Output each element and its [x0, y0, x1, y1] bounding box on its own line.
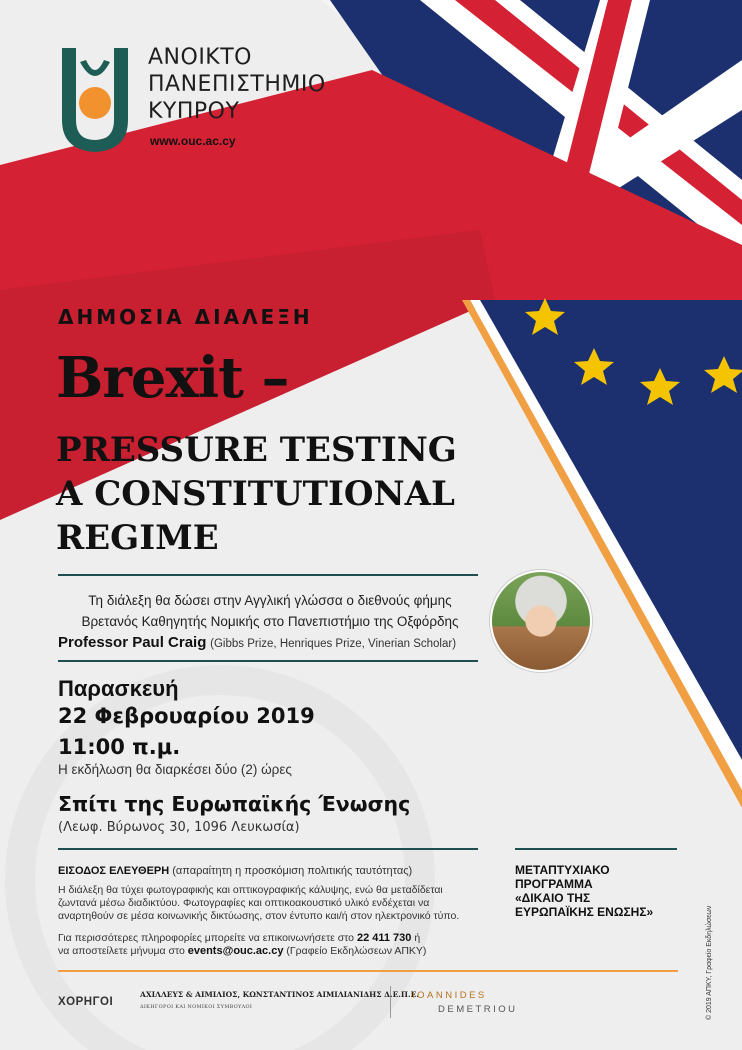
speaker-name: Professor Paul Craig — [58, 634, 207, 651]
contact-text: να αποστείλετε μήνυμα στο — [58, 945, 185, 957]
event-duration: Η εκδήλωση θα διαρκέσει δύο (2) ώρες — [58, 762, 292, 777]
event-title: Brexit – — [56, 345, 289, 411]
entry-info — [58, 865, 412, 877]
program-name-line: ΕΥΡΩΠΑΪΚΗΣ ΕΝΩΣΗΣ» — [515, 905, 654, 919]
contact-email[interactable]: events@ouc.ac.cy — [187, 945, 284, 957]
speaker-affiliations: (Gibbs Prize, Henriques Prize, Vinerian Scholar) — [210, 638, 457, 650]
event-time: 11:00 π.μ. — [58, 735, 181, 759]
entry-label: ΕΙΣΟΔΟΣ ΕΛΕΥΘΕΡΗ — [58, 865, 170, 877]
event-address: (Λεωφ. Βύρωνος 30, 1096 Λευκωσία) — [58, 820, 300, 835]
university-name-line: ΚΥΠΡΟΥ — [148, 99, 240, 124]
event-date: 22 Φεβρουαρίου 2019 — [58, 704, 315, 728]
event-subtitle-line: REGIME — [56, 518, 219, 558]
sponsor-ioannides-line2: DEMETRIOU — [438, 1004, 518, 1015]
contact-info — [58, 932, 463, 958]
event-day: Παρασκευή — [58, 676, 179, 701]
university-name-line: ΠΑΝΕΠΙΣΤΗΜΙΟ — [148, 72, 326, 97]
speaker-intro — [60, 590, 480, 632]
event-subtitle-line: PRESSURE TESTING — [56, 430, 457, 470]
contact-text: ή — [414, 932, 421, 944]
rule-bottom — [58, 660, 478, 662]
copyright-credit: © 2019 ΑΠΚΥ, Γραφείο Εκδηλώσεων — [706, 905, 713, 1020]
rule-entry — [58, 848, 478, 850]
entry-note: (απαραίτητη η προσκόμιση πολιτικής ταυτότητας) — [172, 865, 413, 877]
coverage-note: Η διάλεξη θα τύχει φωτογραφικής και οπτικογραφικής κάλυψης, ενώ θα μεταδίδεται ζωντανά μέσω διαδικτύου. Φωτογραφίες και οπτικοακουστικό υλικό ενδέχεται να αναρτηθούν σε μέσα κοινωνικής δικτύωσης, στον έντυπο και/ή στον ηλεκτρονικό τύπο. — [58, 884, 460, 922]
speaker-photo — [490, 570, 592, 672]
contact-text: (Γραφείο Εκδηλώσεων ΑΠΚΥ) — [286, 945, 427, 957]
contact-phone[interactable]: 22 411 730 — [356, 932, 412, 944]
sponsors-label: ΧΟΡΗΓΟΙ — [58, 996, 114, 1008]
rule-top — [58, 574, 478, 576]
sponsor-law-firm: ΑΧΙΛΛΕΥΣ & ΑΙΜΙΛΙΟΣ, ΚΩΝΣΤΑΝΤΙΝΟΣ ΑΙΜΙΛΙΑΝΙΔΗΣ Δ.Ε.Π.Ε. — [140, 990, 419, 999]
sponsor-law-firm-subtitle: ΔΙΚΗΓΟΡΟΙ ΚΑΙ ΝΟΜΙΚΟΙ ΣΥΜΒΟΥΛΟΙ — [140, 1004, 253, 1010]
event-venue: Σπίτι της Ευρωπαϊκής Ένωσης — [58, 792, 411, 816]
speaker-intro-line: Τη διάλεξη θα δώσει στην Αγγλική γλώσσα ο διεθνούς φήμης — [88, 593, 452, 608]
university-name — [148, 44, 326, 125]
speaker-line — [58, 634, 456, 651]
program-name-line: «ΔΙΚΑΙΟ ΤΗΣ — [515, 891, 591, 905]
contact-text: Για περισσότερες πληροφορίες μπορείτε να επικοινωνήσετε στο — [58, 932, 355, 944]
university-name-line: ΑΝΟΙΚΤΟ — [148, 45, 252, 70]
rule-program — [515, 848, 677, 850]
event-subtitle-line: A CONSTITUTIONAL — [56, 474, 455, 514]
program-name-line: ΠΡΟΓΡΑΜΜΑ — [515, 877, 593, 891]
event-kicker: ΔΗΜΟΣΙΑ ΔΙΑΛΕΞΗ — [58, 305, 313, 329]
program-name-line: ΜΕΤΑΠΤΥΧΙΑΚΟ — [515, 863, 610, 877]
event-subtitle — [56, 428, 457, 560]
program-name — [515, 863, 653, 919]
sponsor-ioannides-line1: IOANNIDES — [412, 990, 487, 1001]
speaker-intro-line: Βρετανός Καθηγητής Νομικής στο Πανεπιστήμιο της Οξφόρδης — [81, 614, 459, 629]
rule-sponsors — [58, 970, 678, 972]
university-url[interactable]: www.ouc.ac.cy — [150, 134, 236, 148]
